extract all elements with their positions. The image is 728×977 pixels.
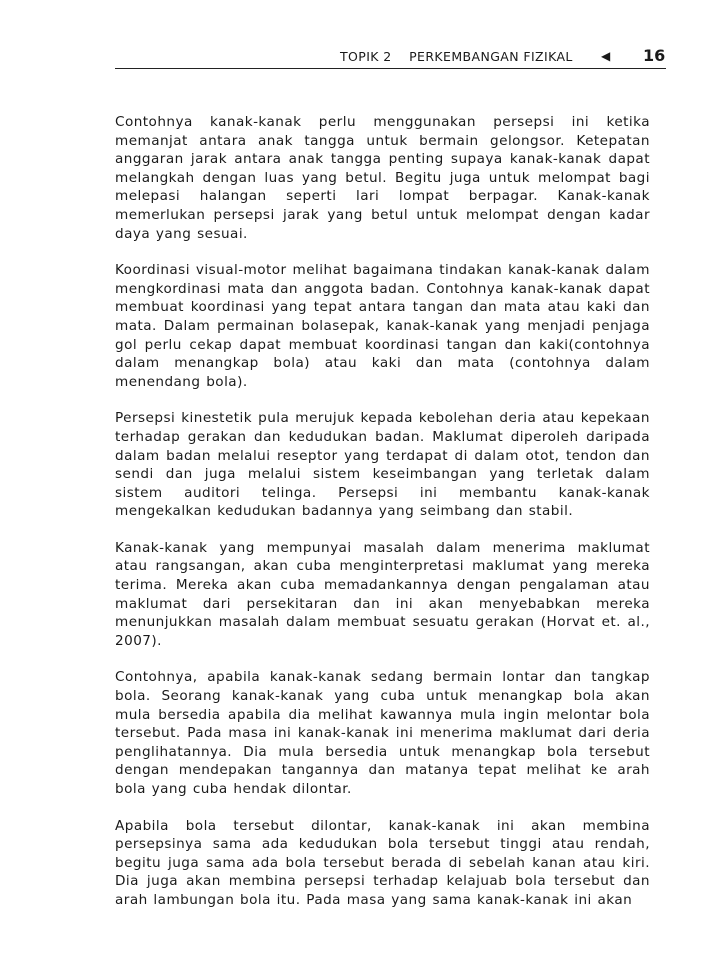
page-header	[115, 46, 666, 69]
running-header-topic: TOPIK 2 PERKEMBANGAN FIZIKAL	[340, 49, 573, 64]
paragraph: Apabila bola tersebut dilontar, kanak-kanak ini akan membina persepsinya sama ada kedudukan bola tersebut tinggi atau rendah, begitu juga sama ada bola tersebut berada di sebelah kanan atau kiri. Dia juga akan membina persepsi terhadap kelajuab bola tersebut dan arah lambungan bola itu. Pada masa yang sama kanak-kanak ini akan	[115, 817, 650, 908]
paragraph: Koordinasi visual-motor melihat bagaimana tindakan kanak-kanak dalam mengkordinasi mata dan anggota badan. Contohnya kanak-kanak dapat membuat koordinasi yang tepat antara tangan dan mata atau kaki dan mata. Dalam permainan bolasepak, kanak-kanak yang menjadi penjaga gol perlu cekap dapat membuat koordinasi tangan dan kaki(contohnya dalam menangkap bola) atau kaki dan mata (contohnya dalam menendang bola).	[115, 262, 650, 390]
paragraph: Persepsi kinestetik pula merujuk kepada kebolehan deria atau kepekaan terhadap gerakan dan kedudukan badan. Maklumat diperoleh daripada dalam badan melalui reseptor yang terdapat di dalam otot, tendon dan sendi dan juga melalui sistem keseimbangan yang terletak dalam sistem auditori telinga. Persepsi ini membantu kanak-kanak mengekalkan kedudukan badannya yang seimbang dan stabil.	[115, 410, 650, 520]
page-number: 16	[643, 46, 666, 65]
body-text	[115, 113, 650, 928]
paragraph: Contohnya, apabila kanak-kanak sedang bermain lontar dan tangkap bola. Seorang kanak-kanak yang cuba untuk menangkap bola akan mula bersedia apabila dia melihat kawannya mula ingin melontar bola tersebut. Pada masa ini kanak-kanak ini menerima maklumat dari deria penglihatannya. Dia mula bersedia untuk menangkap bola tersebut dengan mendepakan tangannya dan matanya tepat melihat ke arah bola yang cuba hendak dilontar.	[115, 669, 650, 797]
paragraph: Kanak-kanak yang mempunyai masalah dalam menerima maklumat atau rangsangan, akan cuba menginterpretasi maklumat yang mereka terima. Mereka akan cuba memadankannya dengan pengalaman atau maklumat dari persekitaran dan ini akan menyebabkan mereka menunjukkan masalah dalam membuat sesuatu gerakan (Horvat et. al., 2007).	[115, 539, 650, 649]
left-triangle-icon: ◀	[601, 49, 611, 63]
paragraph: Contohnya kanak-kanak perlu menggunakan persepsi ini ketika memanjat antara anak tangga untuk bermain gelongsor. Ketepatan anggaran jarak antara anak tangga penting supaya kanak-kanak dapat melangkah dengan luas yang betul. Begitu juga untuk melompat bagi melepasi halangan seperti lari lompat berpagar. Kanak-kanak memerlukan persepsi jarak yang betul untuk melompat dengan kadar daya yang sesuai.	[115, 114, 650, 242]
